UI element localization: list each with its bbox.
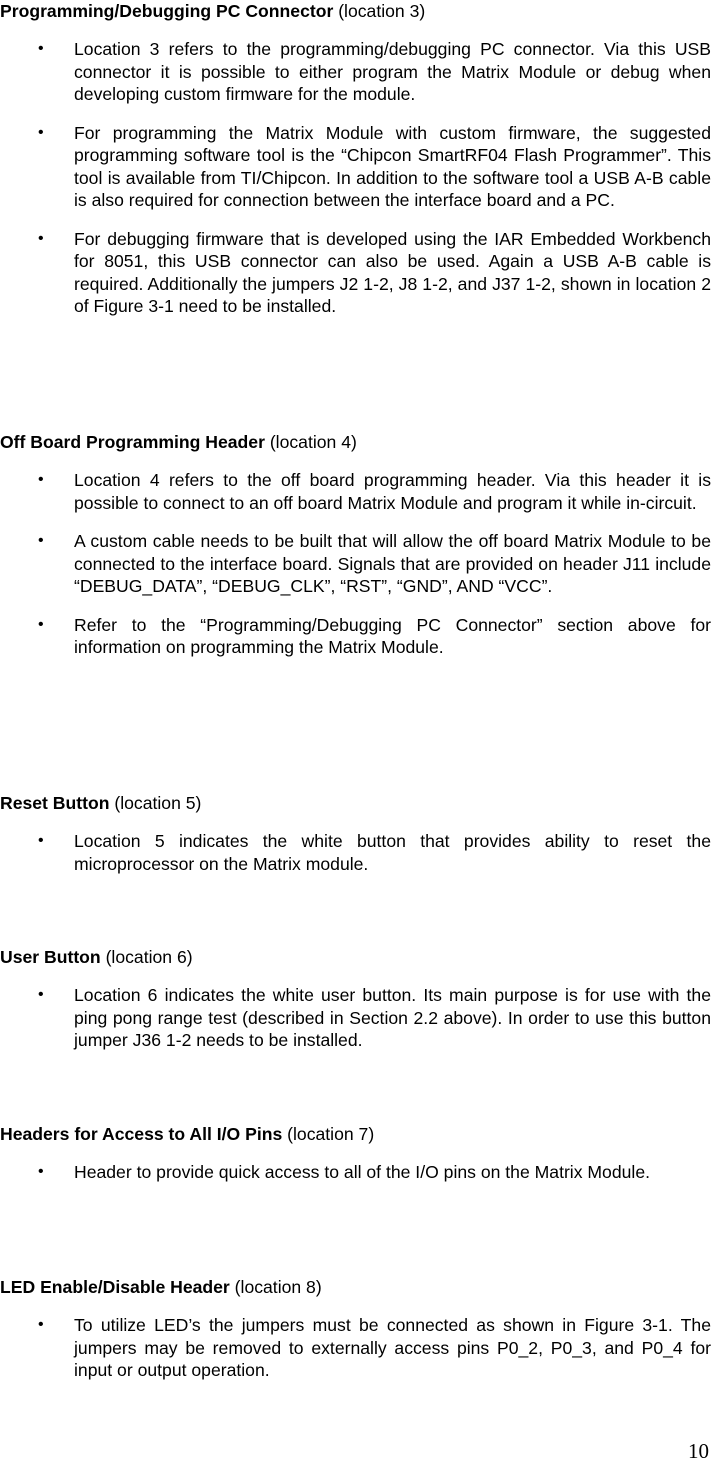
heading-location: (location 5) bbox=[114, 793, 202, 813]
bullet-icon: • bbox=[38, 532, 44, 549]
bullet-text: Header to provide quick access to all of the I/O pins on the Matrix Module. bbox=[74, 1162, 650, 1182]
bullet-text: Location 3 refers to the programming/debugging PC connector. Via this USB connector it is possible to either program the Matrix Module or debug when developing custom firmware for the module. bbox=[74, 39, 711, 104]
bullet-list bbox=[0, 469, 711, 659]
heading-location: (location 7) bbox=[287, 1124, 375, 1144]
bullet-text: Refer to the “Programming/Debugging PC Connector” section above for information on programming the Matrix Module. bbox=[74, 614, 711, 657]
heading-location: (location 8) bbox=[234, 1277, 322, 1297]
bullet-list bbox=[0, 1314, 711, 1382]
section-heading bbox=[0, 0, 711, 22]
section-led-header bbox=[0, 1276, 711, 1382]
bullet-icon: • bbox=[38, 40, 44, 57]
bullet-text: A custom cable needs to be built that will allow the off board Matrix Module to be connected to the interface board. Signals that are provided on header J11 include “DEBUG_DATA”, “DEBUG_CLK”, “RST”, “GND”, AND “VCC”. bbox=[74, 531, 711, 596]
bullet-text: For debugging firmware that is developed using the IAR Embedded Workbench for 8051, this USB connector can also be used. Again a USB A-B cable is required. Additionally the jumpers J2 1-2, J8 1-2, and J37 1-2, shown in location 2 of Figure 3-1 need to be installed. bbox=[74, 228, 711, 316]
bullet-text: For programming the Matrix Module with custom firmware, the suggested programming software tool is the “Chipcon SmartRF04 Flash Programmer”. This tool is available from TI/Chipcon. In addition to the software tool a USB A-B cable is also required for connection between the interface board and a PC. bbox=[74, 122, 711, 210]
heading-location: (location 6) bbox=[105, 947, 193, 967]
heading-title: Reset Button bbox=[0, 793, 110, 813]
list-item bbox=[0, 38, 711, 106]
section-off-board-programming bbox=[0, 431, 711, 659]
section-heading bbox=[0, 431, 711, 453]
section-io-headers bbox=[0, 1123, 711, 1184]
list-item bbox=[0, 1161, 711, 1184]
bullet-icon: • bbox=[38, 1316, 44, 1333]
bullet-icon: • bbox=[38, 986, 44, 1003]
bullet-text: Location 4 refers to the off board programming header. Via this header it is possible to connect to an off board Matrix Module and program it while in-circuit. bbox=[74, 470, 711, 513]
list-item bbox=[0, 122, 711, 212]
heading-title: LED Enable/Disable Header bbox=[0, 1277, 230, 1297]
bullet-icon: • bbox=[38, 471, 44, 488]
heading-title: Programming/Debugging PC Connector bbox=[0, 1, 334, 21]
section-user-button bbox=[0, 946, 711, 1052]
list-item bbox=[0, 984, 711, 1052]
bullet-text: Location 5 indicates the white button that provides ability to reset the microprocessor on the Matrix module. bbox=[74, 831, 711, 874]
page-number: 10 bbox=[688, 1439, 709, 1463]
bullet-icon: • bbox=[38, 1163, 44, 1180]
list-item bbox=[0, 469, 711, 514]
bullet-icon: • bbox=[38, 123, 44, 141]
bullet-icon: • bbox=[38, 615, 44, 633]
bullet-text: Location 6 indicates the white user button. Its main purpose is for use with the ping pong range test (described in Section 2.2 above). In order to use this button jumper J36 1-2 needs to be installed. bbox=[74, 985, 711, 1050]
list-item bbox=[0, 614, 711, 659]
list-item bbox=[0, 228, 711, 318]
heading-location: (location 4) bbox=[269, 432, 357, 452]
section-reset-button bbox=[0, 792, 711, 875]
bullet-icon: • bbox=[38, 832, 44, 849]
heading-title: Headers for Access to All I/O Pins bbox=[0, 1124, 283, 1144]
bullet-list bbox=[0, 38, 711, 318]
heading-title: User Button bbox=[0, 947, 101, 967]
bullet-list bbox=[0, 1161, 711, 1184]
bullet-icon: • bbox=[38, 229, 44, 247]
section-programming-debugging bbox=[0, 0, 711, 318]
heading-location: (location 3) bbox=[338, 1, 426, 21]
list-item bbox=[0, 530, 711, 598]
section-heading bbox=[0, 946, 711, 968]
list-item bbox=[0, 1314, 711, 1382]
heading-title: Off Board Programming Header bbox=[0, 432, 265, 452]
section-heading bbox=[0, 1276, 711, 1298]
bullet-text: To utilize LED’s the jumpers must be connected as shown in Figure 3-1. The jumpers may be removed to externally access pins P0_2, P0_3, and P0_4 for input or output operation. bbox=[74, 1315, 711, 1380]
bullet-list bbox=[0, 830, 711, 875]
section-heading bbox=[0, 1123, 711, 1145]
bullet-list bbox=[0, 984, 711, 1052]
section-heading bbox=[0, 792, 711, 814]
list-item bbox=[0, 830, 711, 875]
